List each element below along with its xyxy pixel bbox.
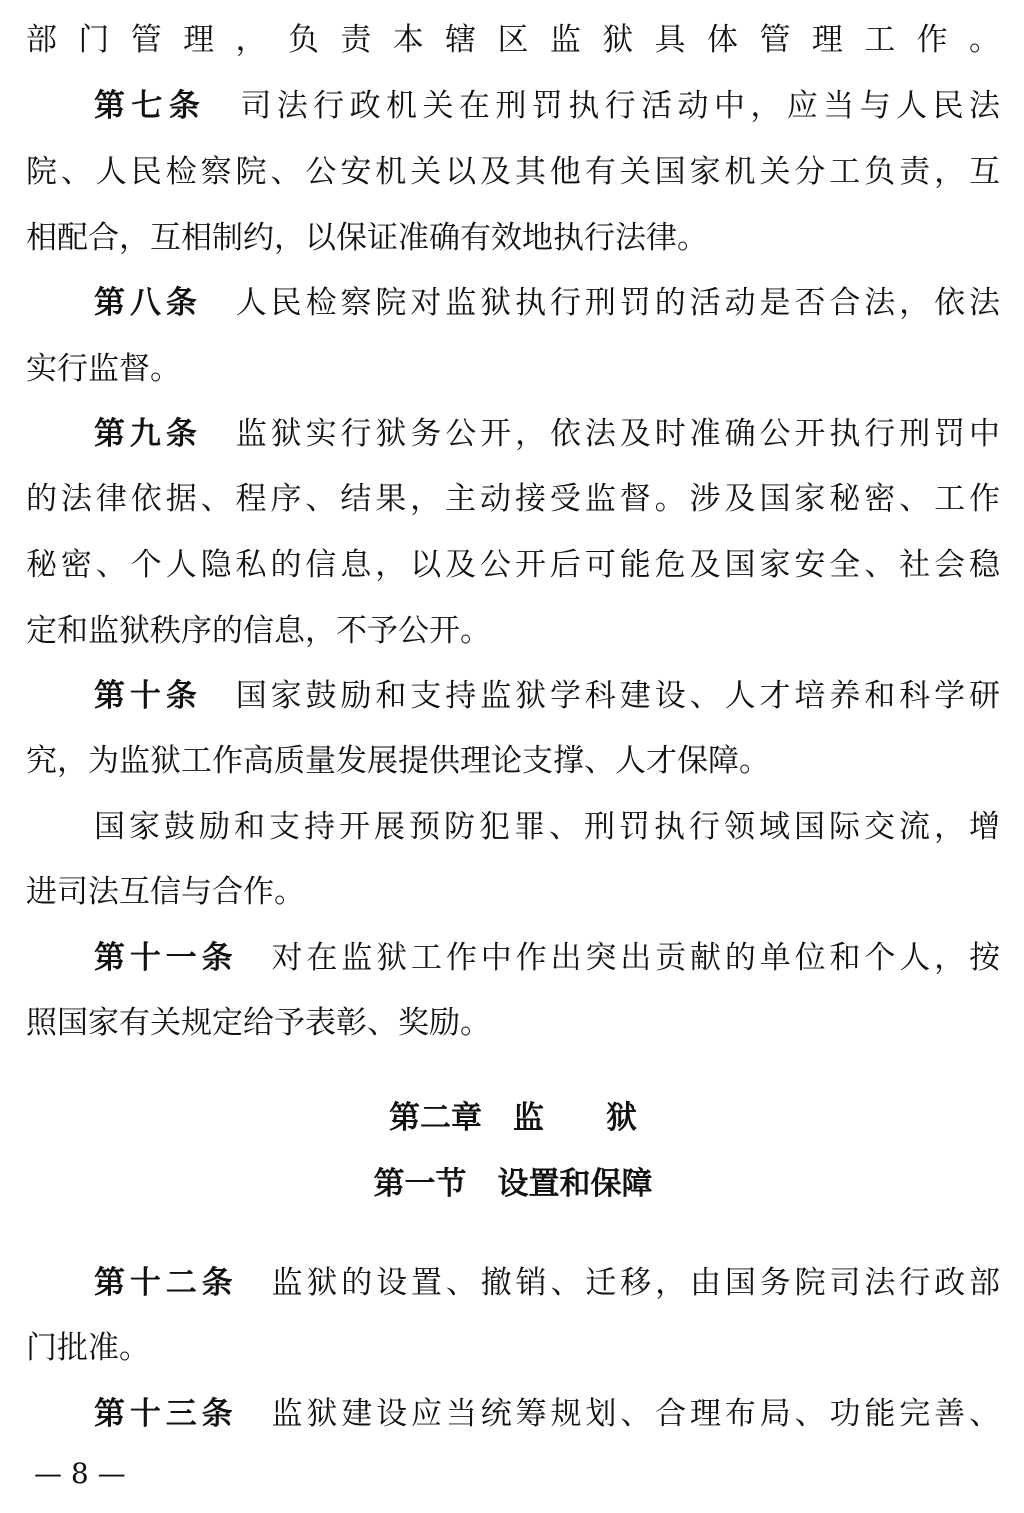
article-12-line-1 xyxy=(26,1263,1000,1303)
article-10-para-2-line-2: 进司法互信与合作。 xyxy=(26,874,305,910)
article-10-line-2: 究，为监狱工作高质量发展提供理论支撑、人才保障。 xyxy=(26,743,770,779)
section-title: 第一节 设置和保障 xyxy=(373,1166,653,1202)
article-13-line-1 xyxy=(26,1394,1000,1434)
article-11-line-1 xyxy=(26,938,1000,978)
article-7-text: 司法行政机关在刑罚执行活动中，应当与人民法 xyxy=(240,88,1000,124)
article-8-text: 人民检察院对监狱执行刑罚的活动是否合法，依法 xyxy=(235,285,1000,321)
article-9-line-1 xyxy=(26,414,1000,454)
article-9-heading: 第九条 xyxy=(94,416,202,452)
article-13-heading: 第十三条 xyxy=(94,1396,238,1432)
article-9-line-3: 秘密、个人隐私的信息，以及公开后可能危及国家安全、社会稳 xyxy=(26,547,1000,583)
article-12-line-2: 门批准。 xyxy=(26,1330,150,1366)
article-9-line-4: 定和监狱秩序的信息，不予公开。 xyxy=(26,613,491,649)
article-7-heading: 第七条 xyxy=(94,88,207,124)
article-8-heading: 第八条 xyxy=(94,285,202,321)
article-11-line-2: 照国家有关规定给予表彰、奖励。 xyxy=(26,1005,491,1041)
article-13-text: 监狱建设应当统筹规划、合理布局、功能完善、 xyxy=(271,1396,1000,1432)
article-12-text: 监狱的设置、撤销、迁移，由国务院司法行政部 xyxy=(271,1265,1000,1301)
article-9-text: 监狱实行狱务公开，依法及时准确公开执行刑罚中 xyxy=(235,416,1000,452)
article-12-heading: 第十二条 xyxy=(94,1265,238,1301)
article-9-line-2: 的法律依据、程序、结果，主动接受监督。涉及国家秘密、工作 xyxy=(26,481,1000,517)
article-8-line-1 xyxy=(26,283,1000,323)
text-line: 部门管理，负责本辖区监狱具体管理工作。 xyxy=(26,22,1000,58)
article-10-heading: 第十条 xyxy=(94,678,202,714)
article-11-heading: 第十一条 xyxy=(94,940,238,976)
article-10-line-1 xyxy=(26,676,1000,716)
article-7-line-1 xyxy=(26,86,1000,126)
article-8-line-2: 实行监督。 xyxy=(26,351,181,387)
chapter-title: 第二章 监 狱 xyxy=(389,1100,637,1136)
article-7-line-3: 相配合，互相制约，以保证准确有效地执行法律。 xyxy=(26,220,708,256)
article-7-line-2: 院、人民检察院、公安机关以及其他有关国家机关分工负责，互 xyxy=(26,154,1000,190)
article-11-text: 对在监狱工作中作出突出贡献的单位和个人，按 xyxy=(271,940,1000,976)
article-10-para-2-line-1: 国家鼓励和支持开展预防犯罪、刑罚执行领域国际交流，增 xyxy=(94,809,1000,845)
page-number: — 8 — xyxy=(34,1457,126,1490)
article-10-text: 国家鼓励和支持监狱学科建设、人才培养和科学研 xyxy=(235,678,1000,714)
